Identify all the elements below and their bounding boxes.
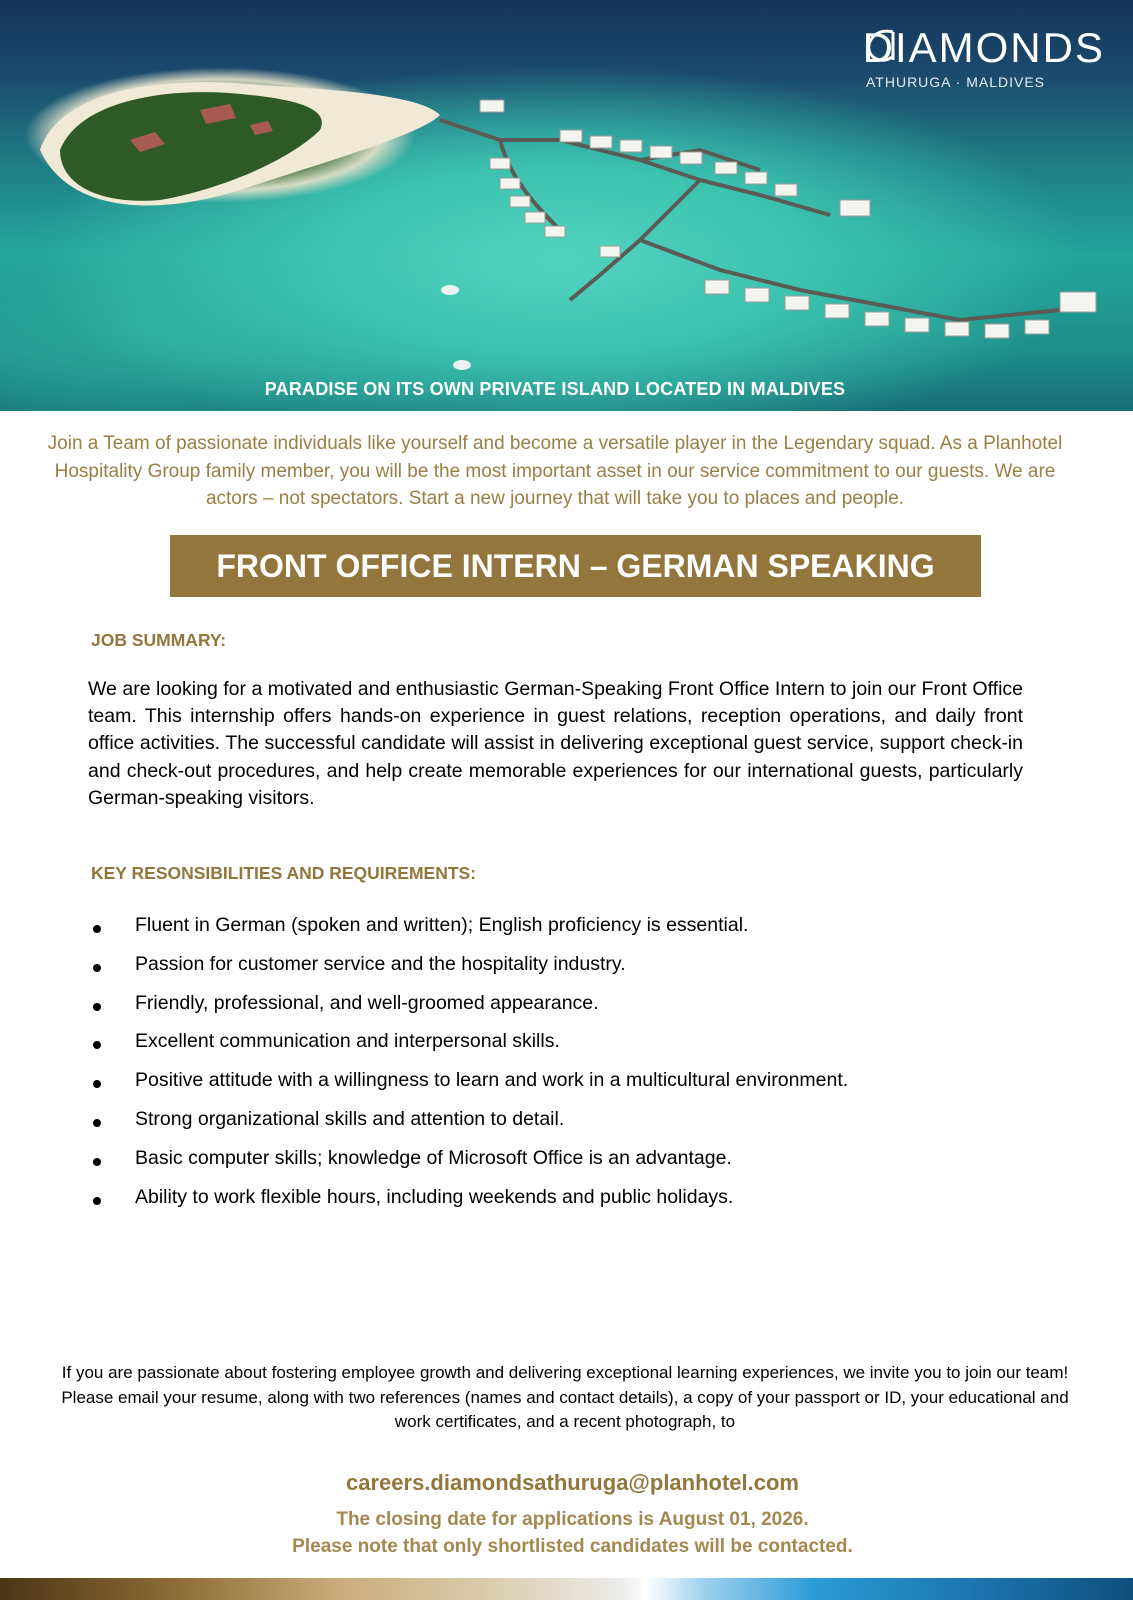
bullet-icon (93, 1158, 101, 1166)
list-item-text: Passion for customer service and the hospitality industry. (135, 952, 626, 975)
bullet-icon (93, 1119, 101, 1127)
job-summary-heading: JOB SUMMARY: (91, 630, 227, 650)
hero-caption: PARADISE ON ITS OWN PRIVATE ISLAND LOCATED IN MALDIVES (264, 379, 846, 399)
application-email[interactable]: careers.diamondsathuruga@planhotel.com (346, 1470, 799, 1495)
bullet-icon (93, 1080, 101, 1088)
job-summary-text: We are looking for a motivated and enthusiastic German-Speaking Front Office Intern to join our Front Office team. This internship offers hands-on experience in guest relations, reception operations, and daily front office activities. The successful candidate will assist in delivering exceptional guest service, support check-in and check-out procedures, and help create memorable experiences for our international guests, particularly German-speaking visitors. (88, 678, 1023, 809)
intro-text: Join a Team of passionate individuals like yourself and become a versatile player in the Legendary squad. As a Planhotel Hospitality Group family member, you will be the most important asset in our service commitment to our guests. We are actors – not spectators. Start a new journey that will take you to places and people. (47, 433, 1063, 509)
brand-logo (863, 26, 1105, 90)
bullet-icon (93, 964, 101, 972)
diamonds-logo-mark-icon (863, 26, 903, 66)
brand-name: DIAMONDS (862, 24, 1105, 71)
list-item-text: Friendly, professional, and well-groomed appearance. (135, 991, 599, 1014)
list-item-text: Positive attitude with a willingness to learn and work in a multicultural environment. (135, 1069, 849, 1092)
list-item (90, 1106, 1040, 1145)
list-item-text: Basic computer skills; knowledge of Microsoft Office is an advantage. (135, 1146, 732, 1169)
list-item (90, 1184, 1040, 1223)
list-item (90, 951, 1040, 990)
footer-gradient-band (0, 1578, 1133, 1600)
bullet-icon (93, 1041, 101, 1049)
brand-location: ATHURUGA · MALDIVES (866, 74, 1045, 90)
hero-image (0, 0, 1133, 411)
responsibilities-list (90, 912, 1040, 1222)
list-item (90, 1028, 1040, 1067)
bullet-icon (93, 1003, 101, 1011)
shortlist-note: Please note that only shortlisted candidates will be contacted. (292, 1536, 853, 1557)
list-item (90, 1145, 1040, 1184)
bullet-icon (93, 925, 101, 933)
list-item (90, 990, 1040, 1029)
list-item (90, 1067, 1040, 1106)
list-item-text: Ability to work flexible hours, including weekends and public holidays. (135, 1185, 734, 1208)
closing-text: If you are passionate about fostering employee growth and delivering exceptional learning experiences, we invite you to join our team! Please email your resume, along with two references (names and contact details), a copy of your passport or ID, your educational and work certificates, and a recent photograph, to (61, 1363, 1069, 1431)
closing-date: The closing date for applications is August 01, 2026. (336, 1509, 809, 1530)
list-item-text: Fluent in German (spoken and written); English proficiency is essential. (135, 914, 749, 936)
list-item-text: Strong organizational skills and attention to detail. (135, 1107, 565, 1130)
list-item-text: Excellent communication and interpersonal skills. (135, 1030, 560, 1053)
job-title: FRONT OFFICE INTERN – GERMAN SPEAKING (170, 535, 981, 597)
list-item (90, 912, 1040, 951)
responsibilities-heading: KEY RESONSIBILITIES AND REQUIREMENTS: (91, 863, 477, 883)
bullet-icon (93, 1197, 101, 1205)
